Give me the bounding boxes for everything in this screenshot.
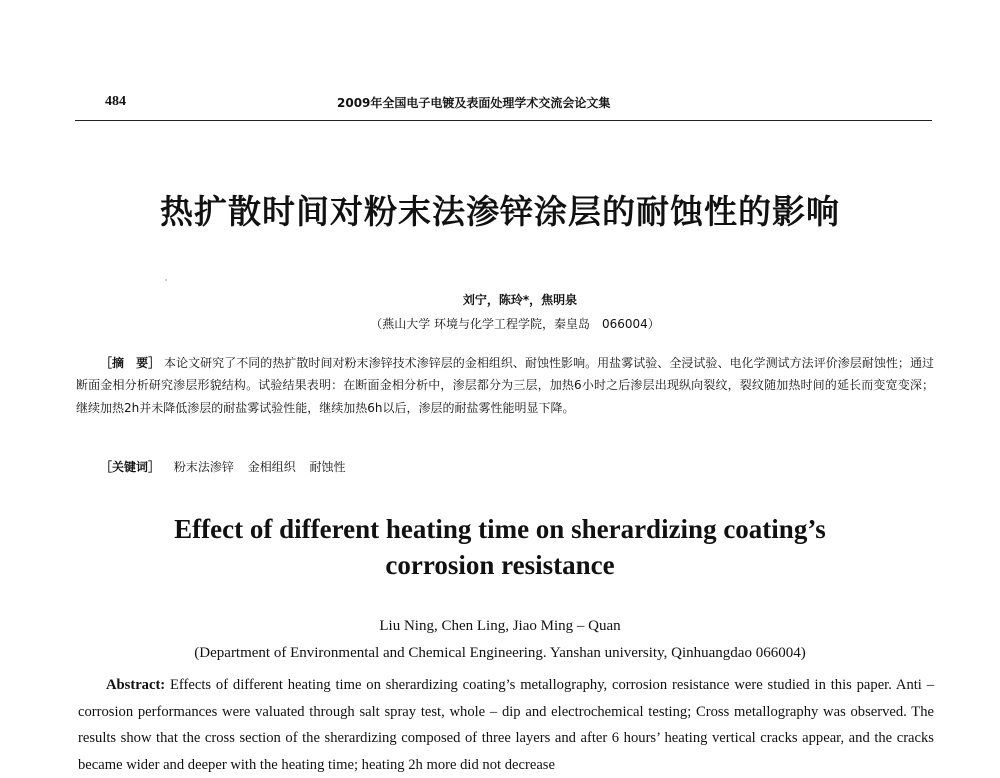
english-abstract-label: Abstract: (106, 677, 166, 693)
chinese-abstract-label: ［摘 要］ (100, 356, 161, 370)
english-title-line: corrosion resistance (385, 550, 615, 580)
page-number: 484 (105, 94, 126, 109)
chinese-authors: 刘宁，陈玲*，焦明泉 (462, 293, 578, 307)
keyword: 金相组织 (247, 460, 296, 474)
scan-speck (165, 279, 167, 281)
english-affiliation: (Department of Environmental and Chemical Engineering. Yanshan university, Qinhuangdao 066004) (194, 645, 806, 661)
chinese-abstract-text: 本论文研究了不同的热扩散时间对粉末渗锌技术渗锌层的金相组织、耐蚀性影响。用盐雾试验、全浸试验、电化学测试方法评价渗层耐蚀性；通过断面金相分析研究渗层形貌结构。试验结果表明：在断面金相分析中，渗层都分为三层，加热6小时之后渗层出现纵向裂纹，裂纹随加热时间的延长而变宽变深；继续加热2h并未降低渗层的耐盐雾试验性能，继续加热6h以后，渗层的耐盐雾性能明显下降。 (76, 356, 934, 415)
english-title-line: Effect of different heating time on sherardizing coating’s (174, 514, 826, 544)
chinese-title: 热扩散时间对粉末法渗锌涂层的耐蚀性的影响 (160, 192, 840, 231)
chinese-keywords-label: ［关键词］ (100, 460, 161, 474)
english-abstract (78, 672, 934, 778)
english-abstract-text: Effects of different heating time on sherardizing coating’s metallography, corrosion resistance were studied in this paper. Anti – corrosion performances were valuated through salt spray test, whole – dip and electrochemical testing; Cross metallography was observed. The results show that the cross section of the sherardizing composed of three layers and after 6 hours’ heating vertical cracks appear, and the cracks became wider and deeper with the heating time; heating 2h more did not decrease (78, 677, 934, 773)
header-rule (75, 120, 932, 121)
running-head: 2009年全国电子电镀及表面处理学术交流会论文集 (337, 96, 611, 110)
chinese-affiliation: （燕山大学 环境与化学工程学院，秦皇岛 066004） (370, 317, 660, 331)
keyword: 耐蚀性 (309, 460, 346, 474)
keyword: 粉末法渗锌 (173, 460, 234, 474)
page-header (75, 94, 930, 112)
chinese-keywords (100, 458, 930, 475)
english-title (0, 511, 1000, 583)
english-authors: Liu Ning, Chen Ling, Jiao Ming – Quan (379, 618, 621, 634)
chinese-abstract (76, 352, 934, 419)
